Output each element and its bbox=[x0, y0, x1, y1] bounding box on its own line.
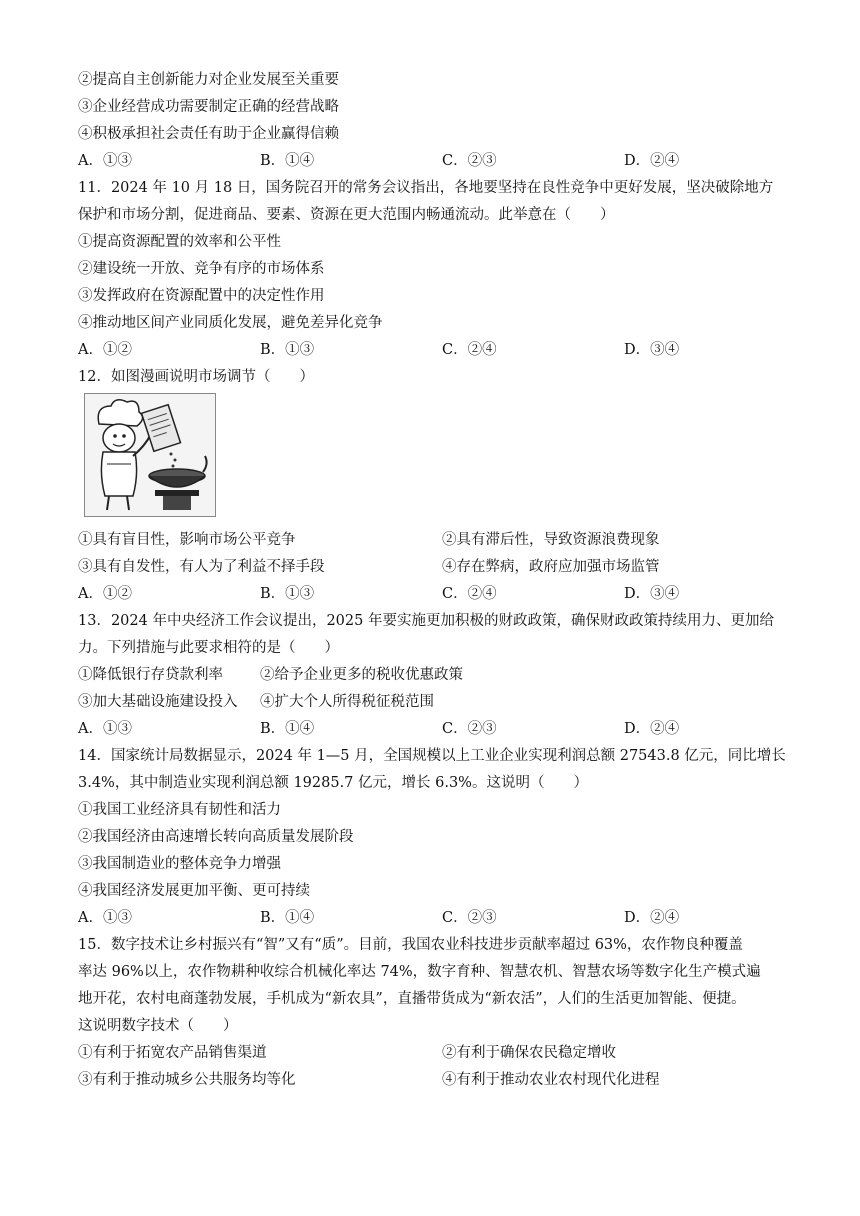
q14-item-1: ①我国工业经济具有韧性和活力 bbox=[78, 802, 281, 818]
q10-choice-c: C．②③ bbox=[442, 153, 497, 169]
q11-stem-line-1: 11．2024 年 10 月 18 日，国务院召开的常务会议指出，各地要坚持在良性竞争中更好发展，坚决破除地方 bbox=[78, 180, 774, 196]
q12-item-3: ③具有自发性，有人为了利益不择手段 bbox=[78, 559, 325, 575]
q10-choice-b: B．①④ bbox=[260, 153, 315, 169]
q12-stem: 12．如图漫画说明市场调节（ ） bbox=[78, 369, 314, 385]
q15-item-1: ①有利于拓宽农产品销售渠道 bbox=[78, 1045, 267, 1061]
q10-item-3: ③企业经营成功需要制定正确的经营战略 bbox=[78, 99, 339, 115]
q15-stem-line-2: 率达 96%以上，农作物耕种收综合机械化率达 74%，数字育种、智慧农机、智慧农场等数字化生产模式遍 bbox=[78, 964, 761, 980]
q11-item-2: ②建设统一开放、竞争有序的市场体系 bbox=[78, 261, 325, 277]
q12-item-2: ②具有滞后性，导致资源浪费现象 bbox=[442, 532, 660, 548]
q11-stem-line-2: 保护和市场分割，促进商品、要素、资源在更大范围内畅通流动。此举意在（ ） bbox=[78, 207, 615, 223]
q14-choice-a: A．①③ bbox=[78, 910, 132, 926]
q11-choice-d: D．③④ bbox=[624, 342, 680, 358]
q15-item-4: ④有利于推动农业农村现代化进程 bbox=[442, 1072, 660, 1088]
q13-stem-line-1: 13．2024 年中央经济工作会议提出，2025 年要实施更加积极的财政政策，确保财政政策持续用力、更加给 bbox=[78, 613, 774, 629]
q14-item-3: ③我国制造业的整体竞争力增强 bbox=[78, 856, 281, 872]
q14-choice-d: D．②④ bbox=[624, 910, 680, 926]
q15-stem-line-1: 15．数字技术让乡村振兴有“智”又有“质”。目前，我国农业科技进步贡献率超过 63%，农作物良种覆盖 bbox=[78, 937, 743, 953]
q12-cartoon bbox=[84, 393, 216, 517]
q15-item-3: ③有利于推动城乡公共服务均等化 bbox=[78, 1072, 296, 1088]
q11-item-4: ④推动地区间产业同质化发展，避免差异化竞争 bbox=[78, 315, 383, 331]
q12-choice-b: B．①③ bbox=[260, 586, 315, 602]
q14-choice-b: B．①④ bbox=[260, 910, 315, 926]
q15-item-2: ②有利于确保农民稳定增收 bbox=[442, 1045, 616, 1061]
q11-choice-b: B．①③ bbox=[260, 342, 315, 358]
q13-choice-a: A．①③ bbox=[78, 721, 132, 737]
q11-item-1: ①提高资源配置的效率和公平性 bbox=[78, 234, 281, 250]
q10-item-4: ④积极承担社会责任有助于企业赢得信赖 bbox=[78, 126, 339, 142]
q13-item-4: ④扩大个人所得税征税范围 bbox=[260, 694, 434, 710]
q13-item-1: ①降低银行存贷款利率 bbox=[78, 667, 223, 683]
q13-choice-b: B．①④ bbox=[260, 721, 315, 737]
q12-choice-c: C．②④ bbox=[442, 586, 497, 602]
q11-choice-a: A．①② bbox=[78, 342, 132, 358]
q14-stem-line-2: 3.4%，其中制造业实现利润总额 19285.7 亿元，增长 6.3%。这说明（ ） bbox=[78, 775, 588, 791]
q10-choice-a: A．①③ bbox=[78, 153, 132, 169]
q10-choice-d: D．②④ bbox=[624, 153, 680, 169]
q13-stem-line-2: 力。下列措施与此要求相符的是（ ） bbox=[78, 640, 339, 656]
q15-stem-line-4: 这说明数字技术（ ） bbox=[78, 1018, 238, 1034]
q14-choice-c: C．②③ bbox=[442, 910, 497, 926]
q13-choice-c: C．②③ bbox=[442, 721, 497, 737]
q12-item-1: ①具有盲目性，影响市场公平竞争 bbox=[78, 532, 296, 548]
q12-choice-d: D．③④ bbox=[624, 586, 680, 602]
q11-choice-c: C．②④ bbox=[442, 342, 497, 358]
q14-item-2: ②我国经济由高速增长转向高质量发展阶段 bbox=[78, 829, 354, 845]
q12-item-4: ④存在弊病，政府应加强市场监管 bbox=[442, 559, 660, 575]
q14-item-4: ④我国经济发展更加平衡、更可持续 bbox=[78, 883, 310, 899]
q15-stem-line-3: 地开花，农村电商蓬勃发展，手机成为“新农具”，直播带货成为“新农活”，人们的生活更加智能、便捷。 bbox=[78, 991, 746, 1007]
chef-cartoon-illustration bbox=[85, 394, 215, 516]
q12-choice-a: A．①② bbox=[78, 586, 132, 602]
q10-item-2: ②提高自主创新能力对企业发展至关重要 bbox=[78, 72, 339, 88]
q13-item-3: ③加大基础设施建设投入 bbox=[78, 694, 238, 710]
q14-stem-line-1: 14．国家统计局数据显示，2024 年 1—5 月，全国规模以上工业企业实现利润总额 27543.8 亿元，同比增长 bbox=[78, 748, 786, 764]
q13-item-2: ②给予企业更多的税收优惠政策 bbox=[260, 667, 463, 683]
q13-choice-d: D．②④ bbox=[624, 721, 680, 737]
q11-item-3: ③发挥政府在资源配置中的决定性作用 bbox=[78, 288, 325, 304]
